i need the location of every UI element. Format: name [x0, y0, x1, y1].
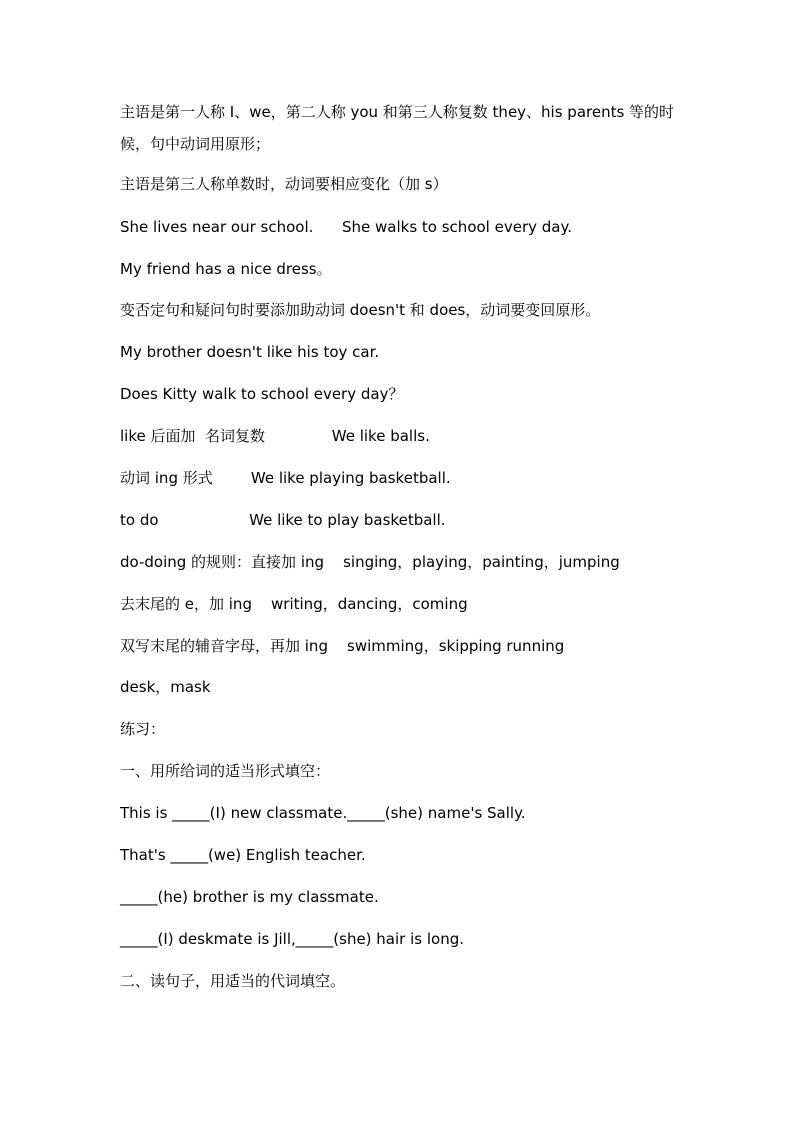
example-sentence: Does Kitty walk to school every day？	[120, 385, 404, 403]
exercise-section-2-title: 二、读句子，用适当的代词填空。	[120, 972, 346, 990]
exercise-heading: 练习：	[120, 720, 166, 738]
grammar-rule-negative-question: 变否定句和疑问句时要添加助动词 doesn't 和 does，动词要变回原形。	[120, 301, 601, 319]
exercise-item: _____(I) deskmate is Jill,_____(she) hair is long.	[120, 930, 464, 948]
example-words: desk，mask	[120, 678, 211, 696]
exercise-item: That's _____(we) English teacher.	[120, 846, 366, 864]
ing-rule-double-consonant: 双写末尾的辅音字母，再加 ing swimming，skipping running	[120, 637, 565, 655]
grammar-rule-like: like 后面加 名词复数 We like balls.	[120, 427, 430, 445]
example-sentence: She lives near our school. She walks to school every day.	[120, 218, 572, 236]
example-sentence: My brother doesn't like his toy car.	[120, 343, 380, 361]
exercise-item: _____(he) brother is my classmate.	[120, 888, 379, 906]
ing-rule-direct: do-doing 的规则：直接加 ing singing，playing，painting，jumping	[120, 553, 620, 571]
grammar-rule-like-ing: 动词 ing 形式 We like playing basketball.	[120, 469, 451, 487]
ing-rule-drop-e: 去末尾的 e，加 ing writing，dancing，coming	[120, 595, 468, 613]
exercise-item: This is _____(I) new classmate._____(she) name's Sally.	[120, 804, 526, 822]
grammar-rule-like-to-do: to do We like to play basketball.	[120, 511, 446, 529]
grammar-rule-base-form: 主语是第一人称 I、we，第二人称 you 和第三人称复数 they、his parents 等的时候，句中动词用原形；	[120, 103, 675, 153]
grammar-rule-third-person: 主语是第三人称单数时，动词要相应变化（加 s）	[120, 175, 448, 193]
exercise-section-1-title: 一、用所给词的适当形式填空：	[120, 762, 331, 780]
example-sentence: My friend has a nice dress。	[120, 260, 332, 278]
